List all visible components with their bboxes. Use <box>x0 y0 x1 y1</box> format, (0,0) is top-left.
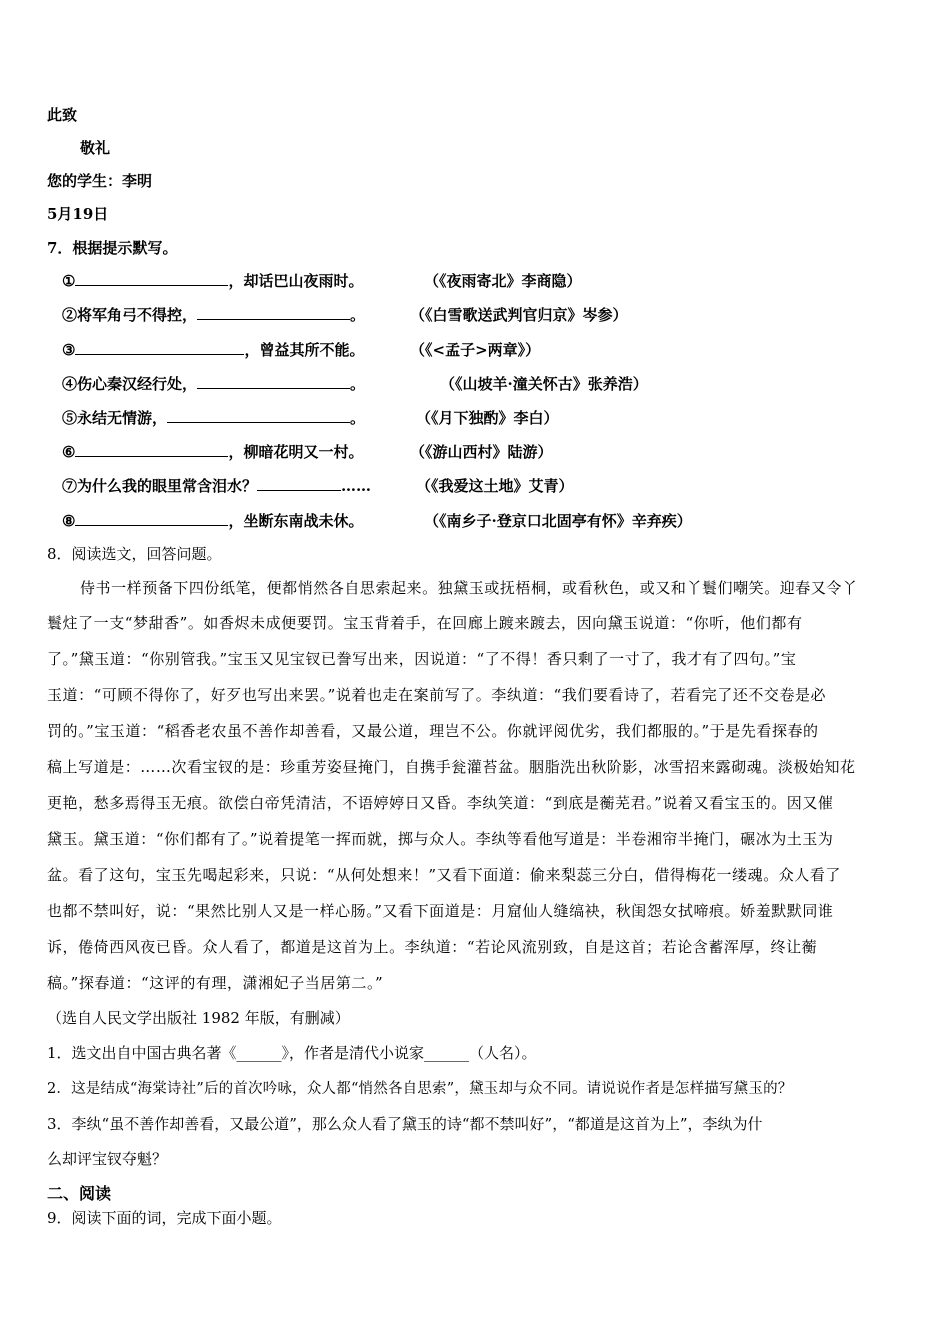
answer-blank[interactable] <box>75 510 228 526</box>
q7-item-4: ④伤心秦汉经行处， 。 <box>62 375 366 393</box>
item-number: ⑧ <box>62 512 76 530</box>
item-number: ④ <box>62 375 78 393</box>
letter-closing-cizhi: 此致 <box>47 106 78 124</box>
letter-closing-jingli: 敬礼 <box>80 139 111 157</box>
q7-item-6-source: （《游山西村》陆游） <box>410 443 553 461</box>
item-number: ① <box>62 272 76 290</box>
passage-line: 黛玉。黛玉道：“你们都有了。”说着提笔一挥而就，掷与众人。李纨等看他写道是：半卷湘帘半掩门，碾冰为土玉为 <box>47 830 834 848</box>
passage-line: 稿上写道是：……次看宝钗的是：珍重芳姿昼掩门，自携手瓮灌苔盆。胭脂洗出秋阶影，冰雪招来露砌魂。淡极始知花 <box>47 758 856 776</box>
q7-item-5: ⑤永结无情游， 。 <box>62 409 366 427</box>
answer-blank[interactable] <box>257 475 341 491</box>
passage-line: 侍书一样预备下四份纸笔，便都悄然各自思索起来。独黛玉或抚梧桐，或看秋色，或又和丫鬟们嘲笑。迎春又令丫 <box>80 579 858 597</box>
q7-item-7: ⑦为什么我的眼里常含泪水？ …… <box>62 477 372 495</box>
q8-sub3-line1: 3．李纨“虽不善作却善看，又最公道”，那么众人看了黛玉的诗“都不禁叫好”，“都道是这首为上”，李纨为什 <box>47 1115 763 1133</box>
q7-item-3-source: （《<孟子>两章》） <box>410 341 541 359</box>
section-heading-reading: 二、阅读 <box>47 1184 112 1203</box>
q7-item-2-source: （《白雪歌送武判官归京》岑参） <box>410 306 628 324</box>
q7-item-6: ⑥ ，柳暗花明又一村。 <box>62 443 364 461</box>
passage-line: 了。”黛玉道：“你别管我。”宝玉又见宝钗已誊写出来，因说道：“了不得！香只剩了一寸了，我才有了四句。”宝 <box>47 650 797 668</box>
q7-item-8: ⑧ ，坐断东南战未休。 <box>62 512 364 530</box>
q7-item-3: ③ ，曾益其所不能。 <box>62 341 365 359</box>
q7-item-7-source: （《我爱这土地》艾青） <box>416 477 574 495</box>
passage-line: 玉道：“可顾不得你了，好歹也写出来罢。”说着也走在案前写了。李纨道：“我们要看诗了，若看完了还不交卷是必 <box>47 686 827 704</box>
passage-line: 诉，倦倚西风夜已昏。众人看了，都道是这首为上。李纨道：“若论风流别致，自是这首；若论含蓄浑厚，终让蘅 <box>47 938 818 956</box>
answer-blank[interactable] <box>197 304 350 320</box>
answer-blank[interactable] <box>167 407 350 423</box>
q8-sub1: 1．选文出自中国古典名著《______》，作者是清代小说家______（人名）。 <box>47 1044 537 1062</box>
q8-title: 8．阅读选文，回答问题。 <box>47 545 222 563</box>
item-number: ② <box>62 306 78 324</box>
item-number: ⑤ <box>62 409 78 427</box>
q7-item-5-source: （《月下独酌》李白） <box>416 409 559 427</box>
q7-item-8-source: （《南乡子·登京口北固亭有怀》辛弃疾） <box>424 512 692 530</box>
passage-line: 稿。”探春道：“这评的有理，潇湘妃子当居第二。” <box>47 974 384 992</box>
q9-title: 9．阅读下面的词，完成下面小题。 <box>47 1209 282 1227</box>
q7-item-2: ②将军角弓不得控， 。 <box>62 306 366 324</box>
answer-blank[interactable] <box>75 270 228 286</box>
letter-signature: 您的学生：李明 <box>47 172 153 190</box>
passage-citation: （选自人民文学出版社 1982 年版，有删减） <box>47 1009 350 1027</box>
passage-line: 也都不禁叫好，说：“果然比别人又是一样心肠。”又看下面道是：月窟仙人缝缟袂，秋闺怨女拭啼痕。娇羞默默同谁 <box>47 902 834 920</box>
q7-title: 7．根据提示默写。 <box>47 239 178 257</box>
passage-line: 盆。看了这句，宝玉先喝起彩来，只说：“从何处想来！”又看下面道：偷来梨蕊三分白，借得梅花一缕魂。众人看了 <box>47 866 841 884</box>
answer-blank[interactable] <box>75 339 244 355</box>
item-number: ⑦ <box>62 477 78 495</box>
item-number: ③ <box>62 341 76 359</box>
answer-blank[interactable] <box>75 441 228 457</box>
q7-item-4-source: （《山坡羊·潼关怀古》张养浩） <box>440 375 648 393</box>
item-number: ⑥ <box>62 443 76 461</box>
passage-line: 更艳，愁多焉得玉无痕。欲偿白帝凭清洁，不语婷婷日又昏。李纨笑道：“到底是蘅芜君。”说着又看宝玉的。因又催 <box>47 794 834 812</box>
q8-sub2: 2．这是结成“海棠诗社”后的首次吟咏，众人都“悄然各自思索”，黛玉却与众不同。请说说作者是怎样描写黛玉的？ <box>47 1081 793 1097</box>
answer-blank[interactable] <box>197 373 350 389</box>
q7-item-1-source: （《夜雨寄北》李商隐） <box>424 272 582 290</box>
q7-item-1: ① ，却话巴山夜雨时。 <box>62 272 364 290</box>
letter-date: 5月19日 <box>47 205 109 223</box>
passage-line: 罚的。”宝玉道：“稻香老农虽不善作却善看，又最公道，理岂不公。你就评阅优劣，我们都服的。”于是先看探春的 <box>47 722 819 740</box>
q8-sub3-line2: 么却评宝钗夺魁？ <box>47 1150 168 1168</box>
passage-line: 鬟炷了一支“梦甜香”。如香烬未成便要罚。宝玉背着手，在回廊上踱来踱去，因向黛玉说道：“你听，他们都有 <box>47 614 803 632</box>
